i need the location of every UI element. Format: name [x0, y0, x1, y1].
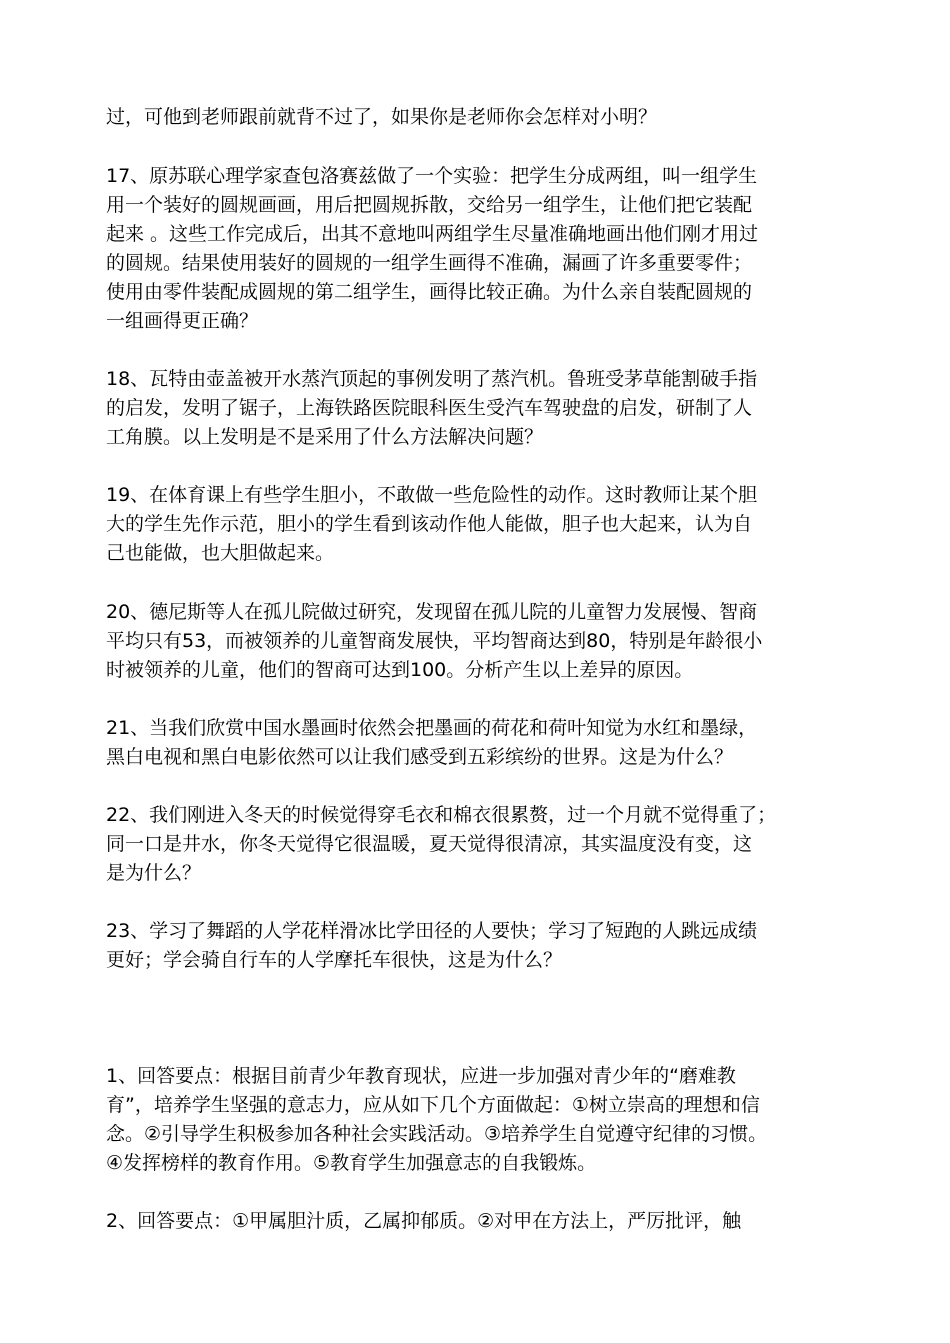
text-line: 1、回答要点：根据目前青少年教育现状，应进一步加强对青少年的“磨难教	[106, 1065, 736, 1087]
text-line: 黑白电视和黑白电影依然可以让我们感受到五彩缤纷的世界。这是为什么？	[106, 746, 734, 768]
text-line: 用一个装好的圆规画画，用后把圆规拆散，交给另一组学生，让他们把它装配	[106, 194, 753, 216]
text-line: 使用由零件装配成圆规的第二组学生，画得比较正确。为什么亲自装配圆规的	[106, 281, 753, 303]
text-line: 19、在体育课上有些学生胆小，不敢做一些危险性的动作。这时教师让某个胆	[106, 484, 758, 506]
text-line: 21、当我们欣赏中国水墨画时依然会把墨画的荷花和荷叶知觉为水红和墨绿，	[106, 717, 758, 739]
text-line: 过，可他到老师跟前就背不过了，如果你是老师你会怎样对小明？	[106, 106, 658, 128]
text-line: 的圆规。结果使用装好的圆规的一组学生画得不准确，漏画了许多重要零件；	[106, 252, 753, 274]
text-line: 大的学生先作示范，胆小的学生看到该动作他人能做，胆子也大起来，认为自	[106, 513, 753, 535]
text-line: 一组画得更正确？	[106, 310, 259, 332]
text-line: 平均只有53，而被领养的儿童智商发展快，平均智商达到80，特别是年龄很小	[106, 630, 763, 652]
text-line: 17、原苏联心理学家查包洛赛兹做了一个实验：把学生分成两组，叫一组学生	[106, 165, 758, 187]
text-line: 的启发，发明了锯子，上海铁路医院眼科医生受汽车驾驶盘的启发，研制了人	[106, 397, 753, 419]
text-line: 2、回答要点：①甲属胆汁质，乙属抑郁质。②对甲在方法上，严厉批评，触	[106, 1210, 742, 1232]
text-line: 22、我们刚进入冬天的时候觉得穿毛衣和棉衣很累赘，过一个月就不觉得重了；	[106, 804, 777, 826]
text-line: 同一口是井水，你冬天觉得它很温暖，夏天觉得很清凉，其实温度没有变，这	[106, 833, 753, 855]
text-line: 起来 。这些工作完成后，出其不意地叫两组学生尽量准确地画出他们刚才用过	[106, 223, 759, 245]
text-line: 更好；学会骑自行车的人学摩托车很快，这是为什么？	[106, 949, 563, 971]
text-line: 工角膜。以上发明是不是采用了什么方法解决问题？	[106, 426, 544, 448]
text-line: 时被领养的儿童，他们的智商可达到100。分析产生以上差异的原因。	[106, 659, 694, 681]
text-line: 是为什么？	[106, 862, 202, 884]
text-line: ④发挥榜样的教育作用。⑤教育学生加强意志的自我锻炼。	[106, 1152, 597, 1174]
text-line: 己也能做，也大胆做起来。	[106, 542, 335, 564]
text-line: 念。②引导学生积极参加各种社会实践活动。③培养学生自觉遵守纪律的习惯。	[106, 1123, 768, 1145]
text-line: 23、学习了舞蹈的人学花样滑冰比学田径的人要快；学习了短跑的人跳远成绩	[106, 920, 758, 942]
text-line: 20、德尼斯等人在孤儿院做过研究，发现留在孤儿院的儿童智力发展慢、智商	[106, 601, 758, 623]
text-line: 育”，培养学生坚强的意志力，应从如下几个方面做起：①树立崇高的理想和信	[106, 1094, 760, 1116]
text-line: 18、瓦特由壶盖被开水蒸汽顶起的事例发明了蒸汽机。鲁班受茅草能割破手指	[106, 368, 758, 390]
